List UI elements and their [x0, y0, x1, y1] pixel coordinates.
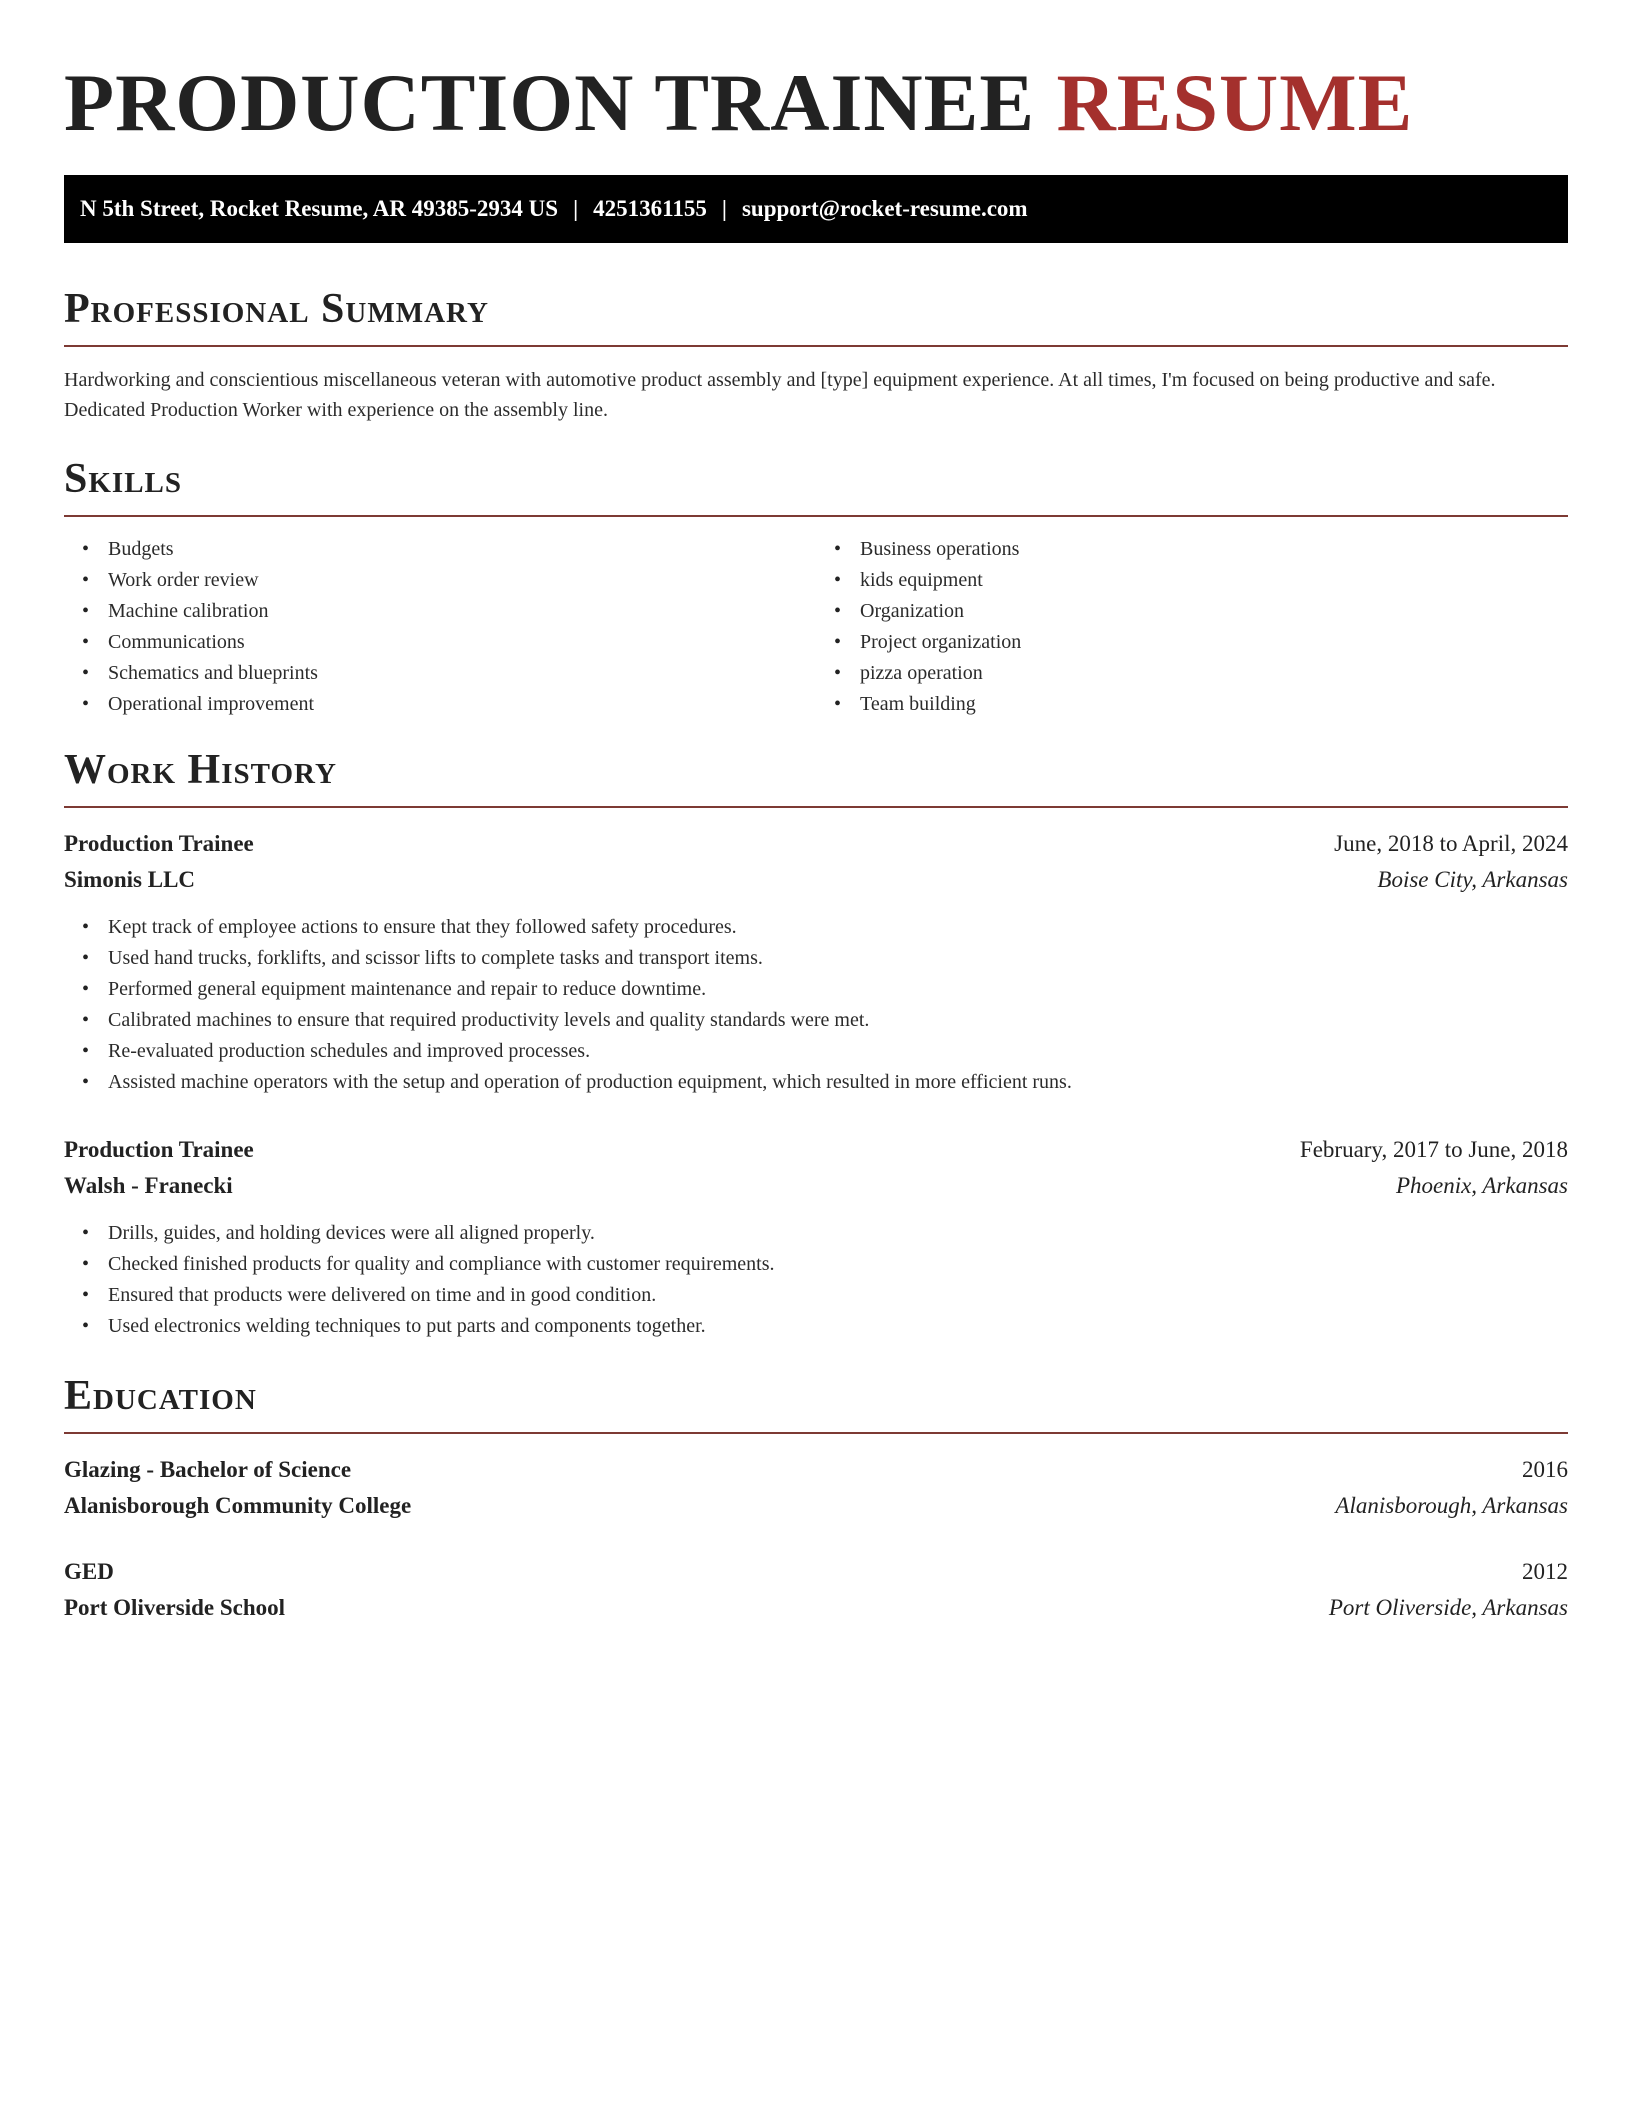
contact-email: support@rocket-resume.com — [741, 196, 1028, 221]
job-location: Phoenix, Arkansas — [1395, 1173, 1568, 1198]
education-school-row — [64, 1590, 1568, 1626]
job-bullets — [64, 1218, 1568, 1342]
skill-item: • Budgets — [108, 534, 816, 565]
job-entry — [64, 1132, 1568, 1342]
contact-phone: 4251361155 — [593, 196, 707, 221]
education-school-row — [64, 1488, 1568, 1524]
job-title: Production Trainee — [64, 1137, 254, 1162]
skill-item: • Machine calibration — [108, 596, 816, 627]
job-bullet: • Ensured that products were delivered on time and in good condition. — [108, 1280, 1568, 1311]
summary-text: Hardworking and conscientious miscellaneous veteran with automotive product assembly and [type] equipment experience. At all times, I'm focused on being productive and safe. Dedicated Production Worker with experience on the assembly line. — [64, 369, 1496, 421]
summary-heading: Professional Summary — [64, 283, 1568, 347]
contact-address: N 5th Street, Rocket Resume, AR 49385-2934 US — [80, 196, 559, 221]
education-heading: Education — [64, 1370, 1568, 1434]
education-location: Alanisborough, Arkansas — [1335, 1493, 1568, 1518]
education-degree-row — [64, 1452, 1568, 1488]
job-bullet: • Used hand trucks, forklifts, and scissor lifts to complete tasks and transport items. — [108, 943, 1568, 974]
job-header-row — [64, 826, 1568, 862]
education-degree: GED — [64, 1559, 114, 1584]
title-accent: RESUME — [1056, 57, 1414, 148]
contact-separator: | — [721, 196, 727, 221]
education-year: 2012 — [1522, 1559, 1568, 1584]
education-school: Alanisborough Community College — [64, 1493, 412, 1518]
skill-item: • Work order review — [108, 565, 816, 596]
skill-item: • Communications — [108, 627, 816, 658]
job-header-row — [64, 1132, 1568, 1168]
skills-heading: Skills — [64, 453, 1568, 517]
job-location: Boise City, Arkansas — [1377, 867, 1568, 892]
contact-separator: | — [573, 196, 579, 221]
skill-item: • Operational improvement — [108, 689, 816, 720]
job-company-row — [64, 1168, 1568, 1204]
skill-item: • Project organization — [860, 627, 1568, 658]
job-bullet: • Used electronics welding techniques to put parts and components together. — [108, 1311, 1568, 1342]
resume-title — [64, 0, 1568, 151]
job-bullet: • Assisted machine operators with the setup and operation of production equipment, which resulted in more efficient runs. — [108, 1067, 1568, 1098]
job-company-row — [64, 862, 1568, 898]
skill-item: • Organization — [860, 596, 1568, 627]
work-history-heading: Work History — [64, 744, 1568, 808]
skill-item: • kids equipment — [860, 565, 1568, 596]
job-entry — [64, 826, 1568, 1098]
education-location: Port Oliverside, Arkansas — [1328, 1595, 1568, 1620]
education-school: Port Oliverside School — [64, 1595, 286, 1620]
contact-bar — [64, 175, 1568, 243]
education-degree: Glazing - Bachelor of Science — [64, 1457, 352, 1482]
education-entry — [64, 1452, 1568, 1524]
education-degree-row — [64, 1554, 1568, 1590]
skills-column-left — [64, 534, 816, 720]
job-bullet: • Drills, guides, and holding devices were all aligned properly. — [108, 1218, 1568, 1249]
skills-grid — [64, 534, 1568, 720]
skills-column-right — [816, 534, 1568, 720]
job-bullets — [64, 912, 1568, 1098]
job-bullet: • Performed general equipment maintenance and repair to reduce downtime. — [108, 974, 1568, 1005]
job-company: Simonis LLC — [64, 867, 196, 892]
job-bullet: • Checked finished products for quality and compliance with customer requirements. — [108, 1249, 1568, 1280]
skill-item: • Business operations — [860, 534, 1568, 565]
title-main: PRODUCTION TRAINEE — [64, 57, 1036, 148]
skill-item: • Team building — [860, 689, 1568, 720]
job-dates: June, 2018 to April, 2024 — [1334, 831, 1568, 856]
job-dates: February, 2017 to June, 2018 — [1299, 1137, 1568, 1162]
education-entry — [64, 1554, 1568, 1626]
skill-item: • pizza operation — [860, 658, 1568, 689]
job-bullet: • Re-evaluated production schedules and improved processes. — [108, 1036, 1568, 1067]
skill-item: • Schematics and blueprints — [108, 658, 816, 689]
job-title: Production Trainee — [64, 831, 254, 856]
job-company: Walsh - Franecki — [64, 1173, 233, 1198]
education-year: 2016 — [1522, 1457, 1568, 1482]
job-bullet: • Calibrated machines to ensure that required productivity levels and quality standards were met. — [108, 1005, 1568, 1036]
job-bullet: • Kept track of employee actions to ensure that they followed safety procedures. — [108, 912, 1568, 943]
